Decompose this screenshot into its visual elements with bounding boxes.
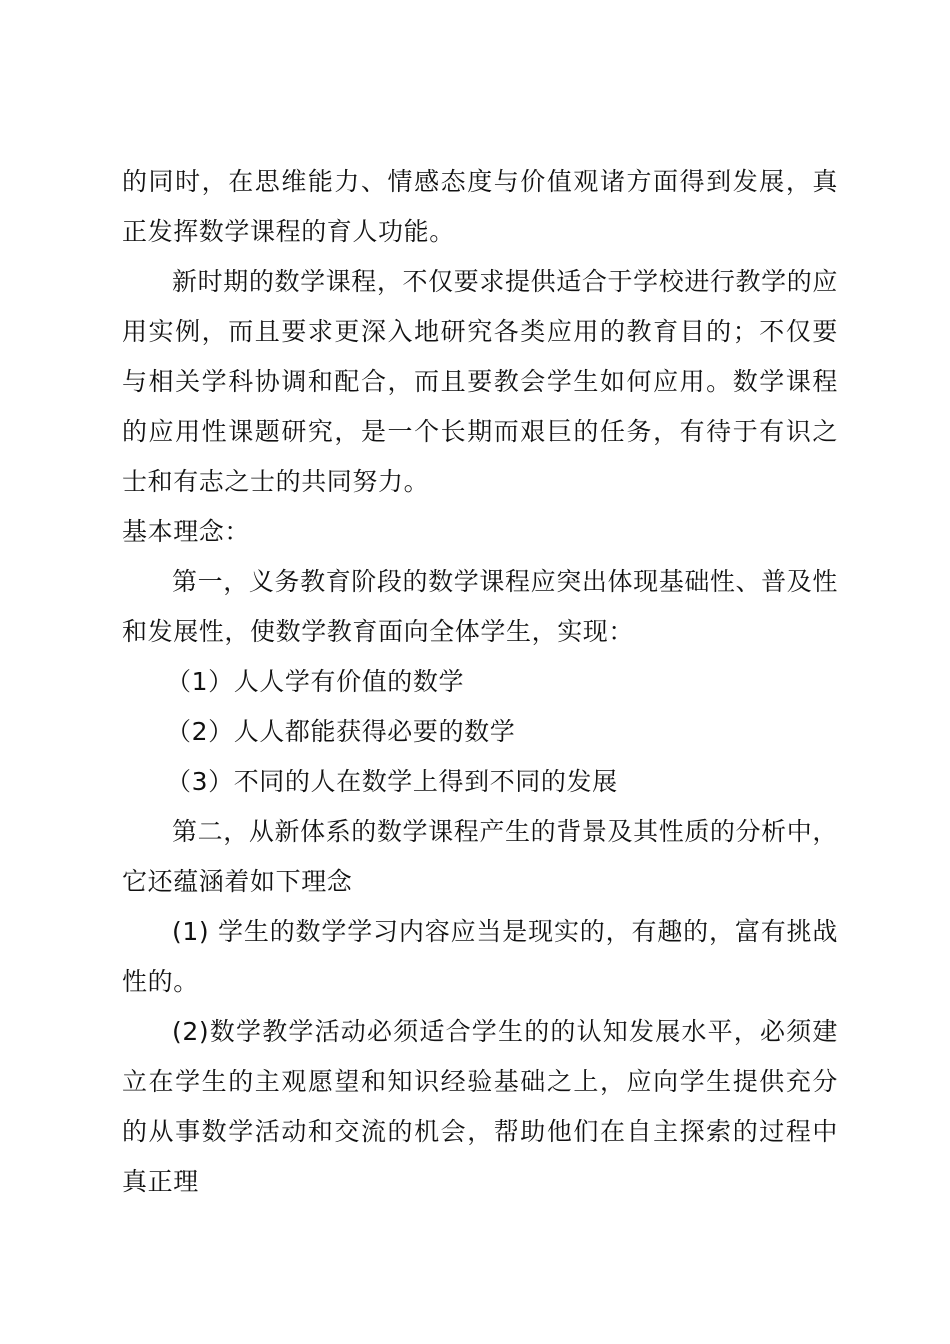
paragraph-new-curriculum: 新时期的数学课程，不仅要求提供适合于学校进行教学的应用实例，而且要求更深入地研究各类应用的教育目的；不仅要与相关学科协调和配合，而且要教会学生如何应用。数学课程的应用性课题研究，是一个长期而艰巨的任务，有待于有识之士和有志之士的共同努力。: [122, 267, 838, 496]
paragraph-first-concept: 第一，义务教育阶段的数学课程应突出体现基础性、普及性和发展性，使数学教育面向全体学生，实现：: [122, 567, 838, 646]
paragraph-concept-item-1: (1) 学生的数学学习内容应当是现实的，有趣的，富有挑战性的。: [122, 917, 838, 996]
document-body: [122, 157, 838, 1207]
list-item-3: （3）不同的人在数学上得到不同的发展: [166, 767, 618, 796]
paragraph-continuation: 的同时，在思维能力、情感态度与价值观诸方面得到发展，真正发挥数学课程的育人功能。: [122, 167, 838, 246]
list-item-1: （1）人人学有价值的数学: [166, 667, 465, 696]
list-item-2: （2）人人都能获得必要的数学: [166, 717, 516, 746]
paragraph-concept-item-2: (2)数学教学活动必须适合学生的的认知发展水平，必须建立在学生的主观愿望和知识经验基础之上，应向学生提供充分的从事数学活动和交流的机会，帮助他们在自主探索的过程中真正理: [122, 1017, 838, 1196]
paragraph-second-concept: 第二，从新体系的数学课程产生的背景及其性质的分析中，它还蕴涵着如下理念: [122, 817, 838, 896]
heading-basic-concepts: 基本理念：: [122, 517, 251, 546]
